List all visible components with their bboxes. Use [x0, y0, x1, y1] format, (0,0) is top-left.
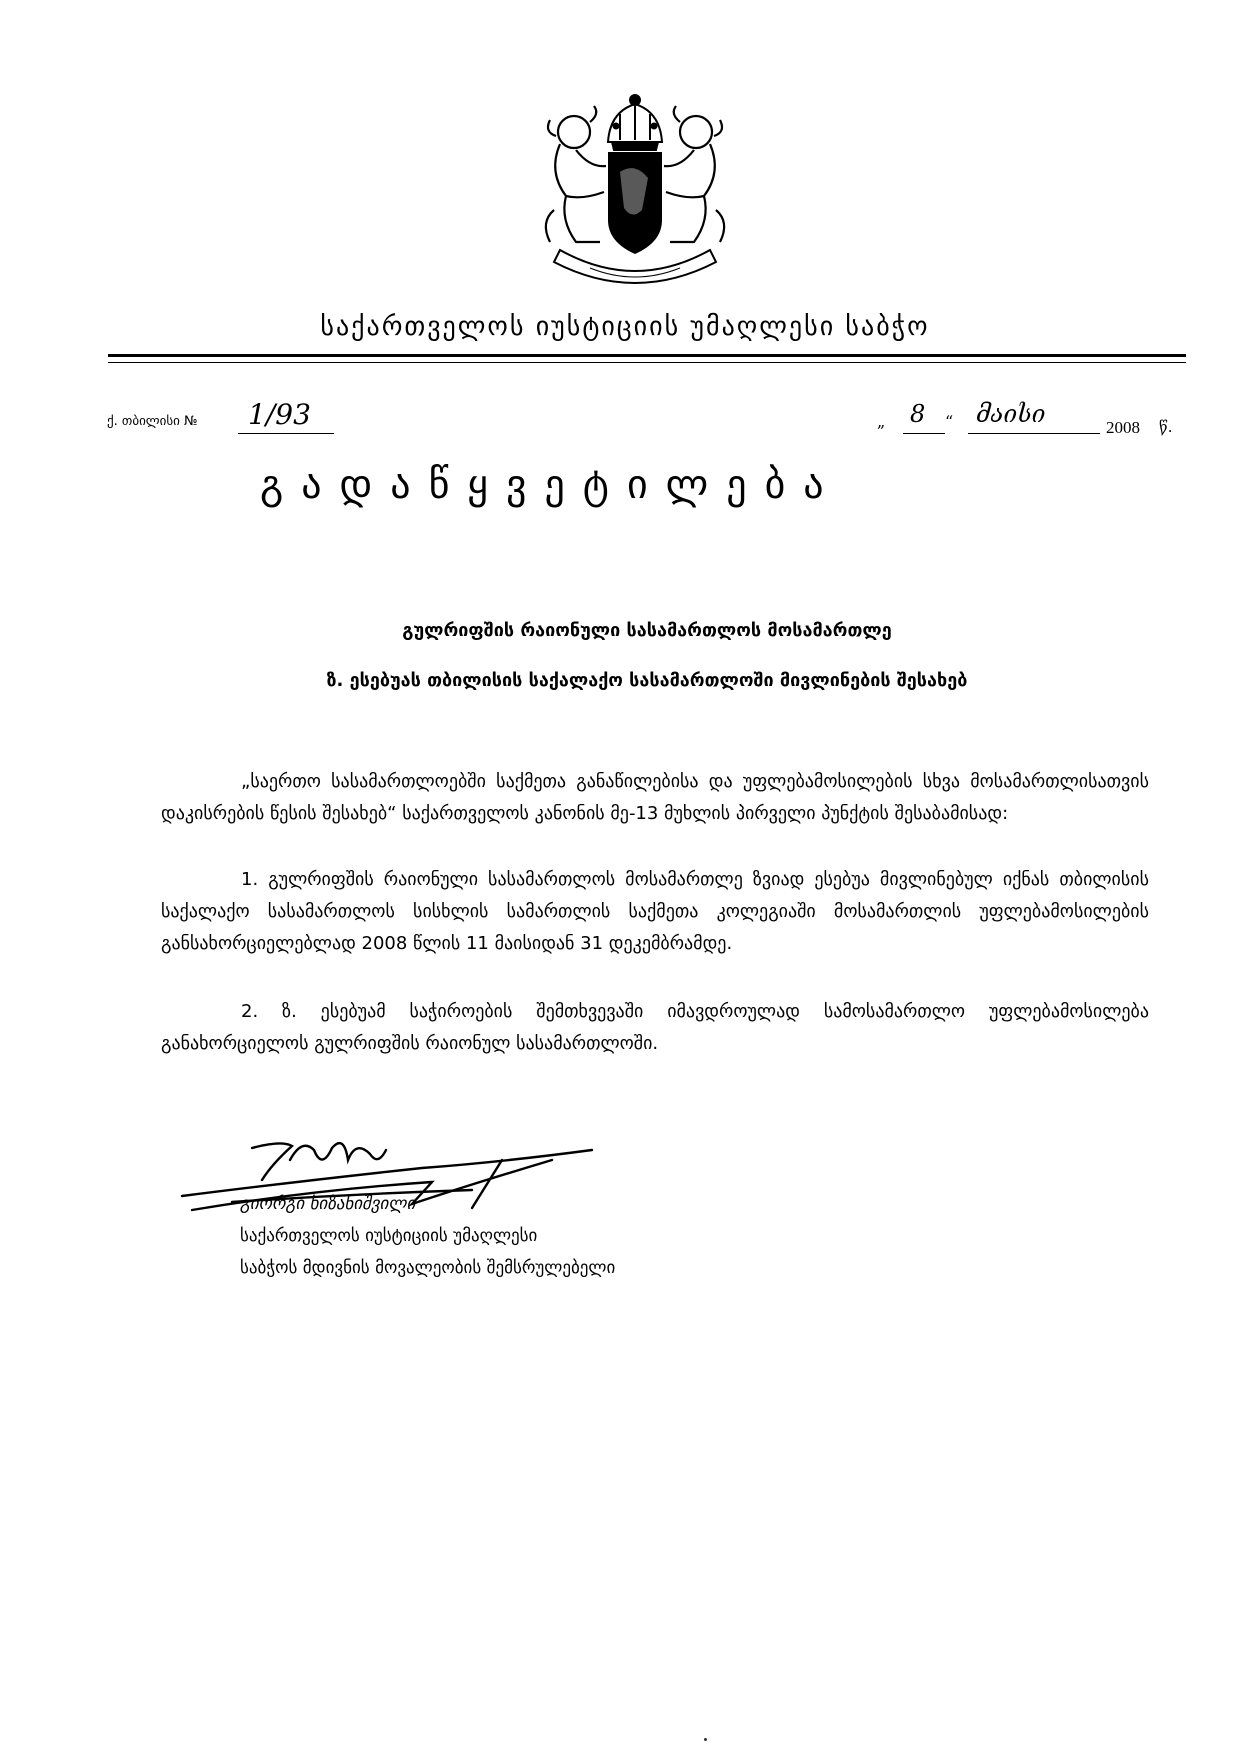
header-divider-thin [108, 362, 1186, 363]
georgia-coat-of-arms-icon [520, 92, 750, 292]
header-divider-thick [108, 354, 1186, 357]
date-month: მაისი [976, 400, 1046, 428]
preamble-paragraph: „საერთო სასამართლოებში საქმეთა განაწილებისა და უფლებამოსილების სხვა მოსამართლისათვის დაკისრების წესის შესახებ“ საქართველოს კანონის მე-13 მუხლის პირველი პუნქტის შესაბამისად: [161, 771, 1149, 824]
subtitle-line-1: გულრიფშის რაიონული სასამართლოს მოსამართლე [402, 620, 892, 641]
date-quote-close: “ [945, 412, 954, 431]
subtitle-line-2: ზ. ესებუას თბილისის საქალაქო სასამართლოში მივლინების შესახებ [326, 670, 968, 691]
crown-icon [608, 95, 662, 150]
motto-ribbon [554, 250, 716, 283]
date-year: 2008 [1106, 418, 1140, 437]
date-suffix: წ. [1159, 418, 1173, 436]
signer-position-line-1: საქართველოს იუსტიციის უმაღლესი [240, 1226, 538, 1246]
number-underline [238, 433, 334, 434]
decision-item-2: 2. ზ. ესებუამ საჭიროების შემთხვევაში იმავდროულად სამოსამართლო უფლებამოსილება განახორციელოს გულრიფშის რაიონულ სასამართლოში. [161, 1001, 1149, 1054]
signer-position-line-2: საბჭოს მდივნის მოვალეობის შემსრულებელი [240, 1258, 616, 1278]
date-month-underline [968, 433, 1100, 434]
document-title: გადაწყვეტილება [260, 462, 842, 508]
date-day: 8 [910, 400, 926, 428]
scan-speck [704, 1738, 707, 1741]
place-label: ქ. თბილისი № [107, 414, 198, 429]
signer-name: გიორგი ხიზანიშვილი [240, 1194, 416, 1214]
institution-name: საქართველოს იუსტიციის უმაღლესი საბჭო [320, 312, 930, 342]
date-day-underline [903, 433, 945, 434]
date-quote-open: „ [877, 412, 886, 431]
document-number: 1/93 [248, 398, 311, 431]
right-lion-icon [664, 106, 724, 242]
decision-item-1: 1. გულრიფშის რაიონული სასამართლოს მოსამართლე ზვიად ესებუა მივლინებულ იქნას თბილისის საქალაქო სასამართლოს სისხლის სამართლის საქმეთა კოლეგიაში მოსამართლის უფლებამოსილების განსახორციელებლად 2008 წლის 11 მაისიდან 31 დეკემბრამდე. [161, 869, 1149, 954]
left-lion-icon [546, 106, 606, 242]
